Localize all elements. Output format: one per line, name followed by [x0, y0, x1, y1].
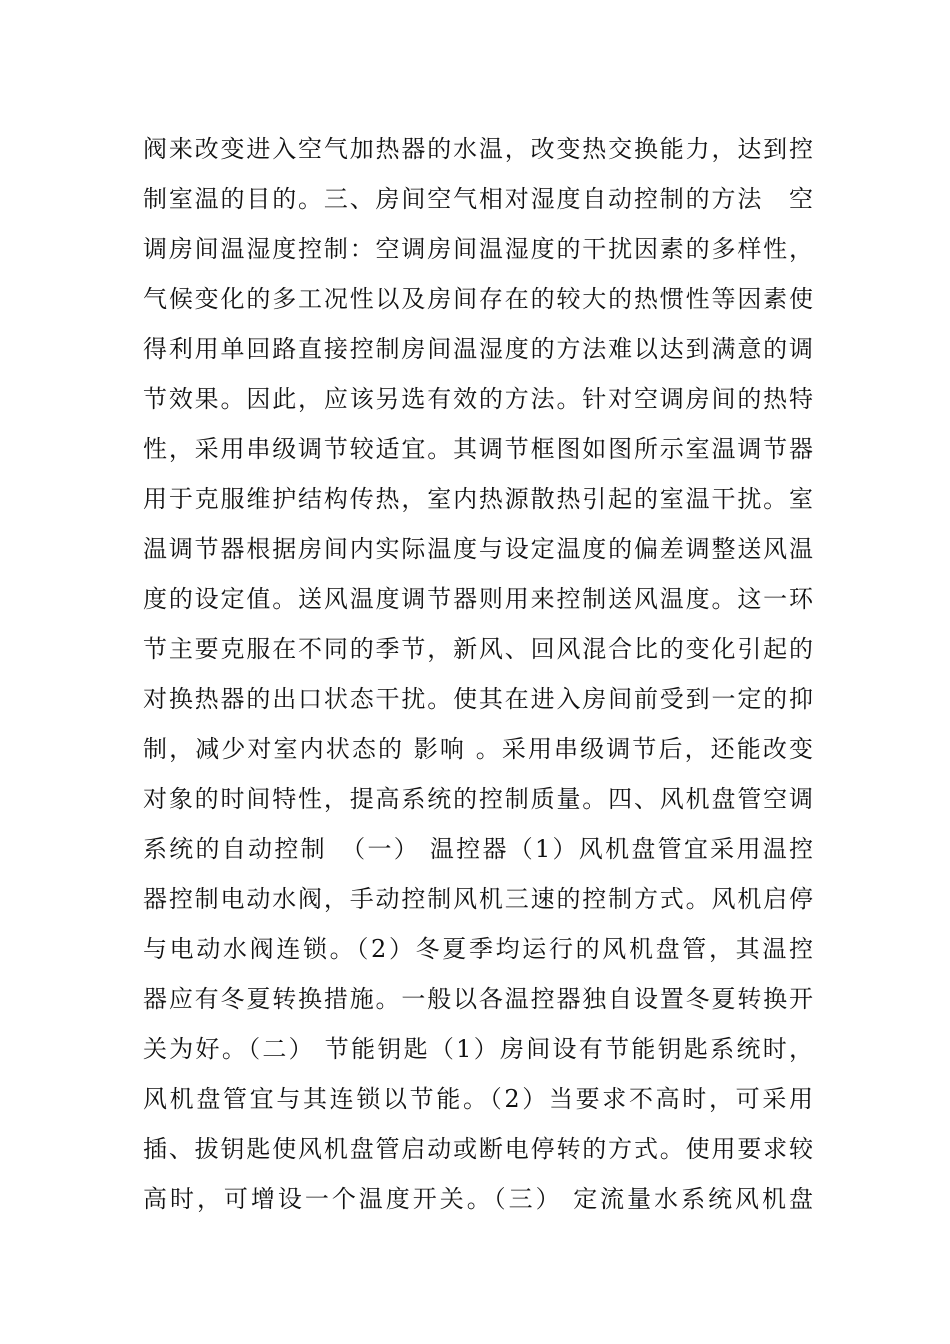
text-line: 气候变化的多工况性以及房间存在的较大的热惯性等因素使: [143, 285, 813, 313]
text-line: 制室温的目的。三、房间空气相对湿度自动控制的方法 空: [143, 185, 813, 213]
body-text: [143, 124, 813, 1224]
text-line: 温调节器根据房间内实际温度与设定温度的偏差调整送风温: [143, 535, 813, 563]
text-line: 度的设定值。送风温度调节器则用来控制送风温度。这一环: [143, 585, 813, 613]
text-line: 节效果。因此，应该另选有效的方法。针对空调房间的热特: [143, 385, 813, 413]
text-line: 与电动水阀连锁。（2）冬夏季均运行的风机盘管，其温控: [143, 935, 813, 963]
text-line: 性，采用串级调节较适宜。其调节框图如图所示室温调节器: [143, 435, 813, 463]
text-line: 关为好。（二） 节能钥匙（1）房间设有节能钥匙系统时，: [143, 1035, 813, 1063]
text-line: 风机盘管宜与其连锁以节能。（2）当要求不高时，可采用: [143, 1085, 813, 1113]
text-line: 系统的自动控制 （一） 温控器（1）风机盘管宜采用温控: [143, 835, 813, 863]
text-line: 调房间温湿度控制：空调房间温湿度的干扰因素的多样性，: [143, 235, 813, 263]
text-line: 对换热器的出口状态干扰。使其在进入房间前受到一定的抑: [143, 685, 813, 713]
text-line: 阀来改变进入空气加热器的水温，改变热交换能力，达到控: [143, 135, 813, 163]
text-line: 器控制电动水阀，手动控制风机三速的控制方式。风机启停: [143, 885, 813, 913]
text-line: 节主要克服在不同的季节，新风、回风混合比的变化引起的: [143, 635, 813, 663]
text-line: 插、拔钥匙使风机盘管启动或断电停转的方式。使用要求较: [143, 1135, 813, 1163]
text-line: 制，减少对室内状态的 影响 。采用串级调节后，还能改变: [143, 735, 813, 763]
text-line: 对象的时间特性，提高系统的控制质量。四、风机盘管空调: [143, 785, 813, 813]
text-line: 得利用单回路直接控制房间温湿度的方法难以达到满意的调: [143, 335, 813, 363]
text-line: 用于克服维护结构传热，室内热源散热引起的室温干扰。室: [143, 485, 813, 513]
text-line: 器应有冬夏转换措施。一般以各温控器独自设置冬夏转换开: [143, 985, 813, 1013]
text-line: 高时，可增设一个温度开关。（三） 定流量水系统风机盘: [143, 1185, 813, 1213]
